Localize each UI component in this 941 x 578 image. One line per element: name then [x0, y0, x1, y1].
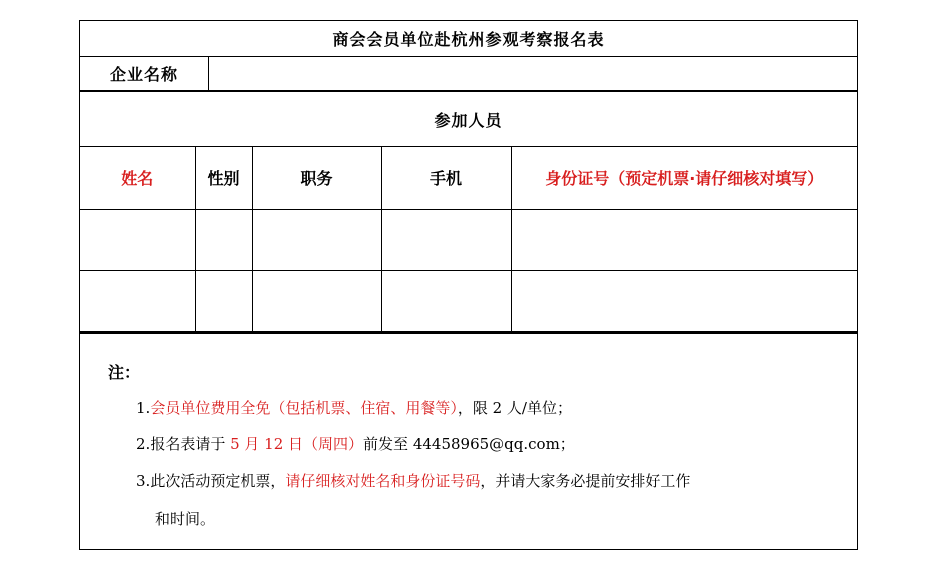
cell-mobile[interactable] — [381, 270, 511, 331]
cell-gender[interactable] — [195, 209, 252, 270]
cell-position[interactable] — [252, 209, 381, 270]
note-emphasis: 5 月 12 日（周四） — [225, 435, 364, 453]
notes-section — [80, 332, 857, 549]
cell-id-number[interactable] — [511, 209, 857, 270]
table-row — [80, 209, 857, 270]
cell-mobile[interactable] — [381, 209, 511, 270]
cell-gender[interactable] — [195, 270, 252, 331]
company-name-field[interactable] — [209, 57, 857, 90]
header-gender: 性别 — [195, 147, 252, 209]
cell-position[interactable] — [252, 270, 381, 331]
participants-heading: 参加人员 — [80, 91, 857, 147]
note-number: 2. — [136, 435, 151, 453]
company-row — [80, 57, 857, 91]
note-text: ，限 2 人/单位； — [457, 399, 572, 417]
note-text: 此次活动预定机票， — [150, 472, 286, 490]
table-row — [80, 270, 857, 331]
cell-id-number[interactable] — [511, 270, 857, 331]
header-name: 姓名 — [80, 147, 195, 209]
header-mobile: 手机 — [381, 147, 511, 209]
note-item-3-continuation: 和时间。 — [155, 510, 216, 528]
notes-title: 注： — [108, 363, 141, 382]
form-title: 商会会员单位赴杭州参观考察报名表 — [80, 21, 857, 57]
cell-name[interactable] — [80, 270, 195, 331]
note-item-3 — [136, 471, 690, 491]
note-text: 报名表请于 — [150, 435, 226, 453]
note-emphasis: 请仔细核对姓名和身份证号码 — [285, 472, 481, 490]
note-item-2 — [136, 434, 575, 454]
table-header-row — [80, 147, 857, 209]
participants-table — [80, 147, 857, 332]
registration-form — [79, 20, 858, 550]
note-number: 1. — [136, 399, 151, 417]
company-name-label: 企业名称 — [80, 57, 209, 90]
header-id-number: 身份证号（预定机票·请仔细核对填写） — [511, 147, 857, 209]
note-item-1 — [136, 398, 572, 418]
note-number: 3. — [136, 472, 151, 490]
note-emphasis: 会员单位费用全免（包括机票、住宿、用餐等） — [150, 399, 458, 417]
cell-name[interactable] — [80, 209, 195, 270]
header-position: 职务 — [252, 147, 381, 209]
note-text: 前发至 44458965@qq.com； — [363, 435, 575, 453]
note-text: ，并请大家务必提前安排好工作 — [480, 472, 691, 490]
